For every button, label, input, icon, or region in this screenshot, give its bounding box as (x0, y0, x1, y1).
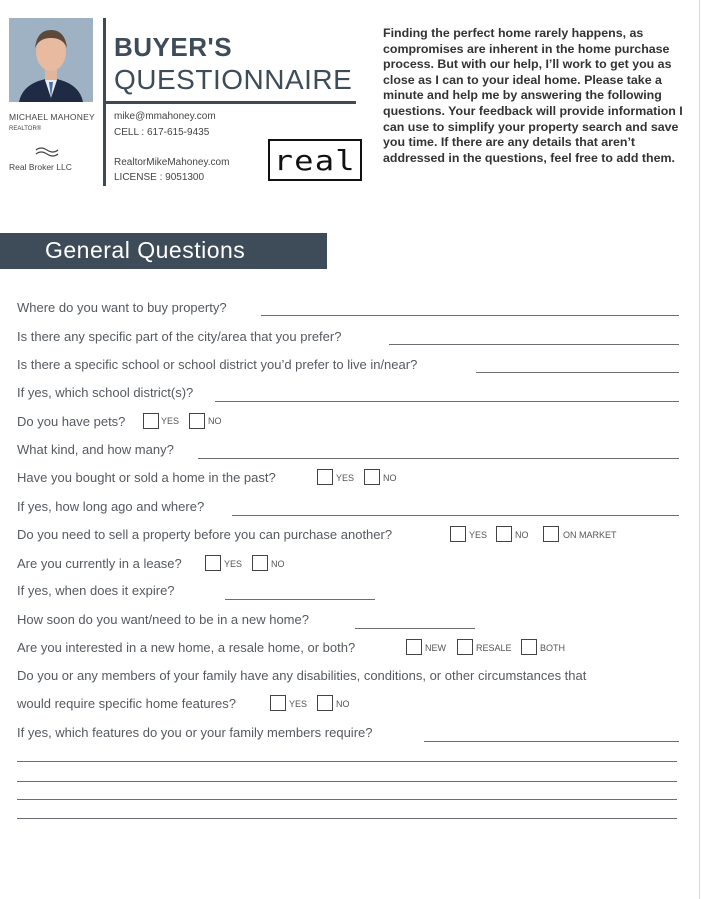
agent-role: REALTOR® (9, 126, 42, 132)
answer-line-area-preference[interactable] (389, 344, 679, 345)
brokerage-logo (268, 139, 362, 181)
disabilities-yes-label: YES (289, 699, 308, 709)
answer-line-lease-expire[interactable] (225, 599, 375, 600)
disabilities-no-checkbox[interactable] (317, 695, 333, 711)
home-type-new-label: NEW (425, 643, 446, 653)
question-lease: Are you currently in a lease? (17, 556, 182, 571)
brokerage-logo-text: real (273, 143, 357, 177)
home-type-both-checkbox[interactable] (521, 639, 537, 655)
answer-line-where-buy[interactable] (261, 315, 679, 316)
page-edge (699, 0, 700, 899)
answer-line-extra-1[interactable] (17, 761, 677, 762)
answer-line-extra-4[interactable] (17, 818, 677, 819)
sell-first-yes-checkbox[interactable] (450, 526, 466, 542)
question-pets: Do you have pets? (17, 414, 126, 429)
pets-no-label: NO (208, 416, 222, 426)
home-type-both-label: BOTH (540, 643, 566, 653)
question-bought-sold: Have you bought or sold a home in the past? (17, 470, 276, 485)
agent-photo (9, 18, 93, 102)
pets-no-checkbox[interactable] (189, 413, 205, 429)
lease-no-label: NO (271, 559, 285, 569)
broker-wave-icon (35, 146, 59, 158)
title-line-1: BUYER'S (114, 32, 233, 62)
agent-cell: CELL : 617-615-9435 (114, 127, 210, 138)
answer-line-extra-3[interactable] (17, 799, 677, 800)
agent-email[interactable]: mike@mmahoney.com (114, 111, 216, 122)
pets-yes-label: YES (161, 416, 180, 426)
sell-first-on-market-checkbox[interactable] (543, 526, 559, 542)
question-area-preference: Is there any specific part of the city/area that you prefer? (17, 329, 342, 344)
bought-sold-no-checkbox[interactable] (364, 469, 380, 485)
home-type-resale-checkbox[interactable] (457, 639, 473, 655)
header-horizontal-divider (106, 101, 356, 104)
question-required-features: If yes, which features do you or your family members require? (17, 725, 373, 740)
question-how-long-ago: If yes, how long ago and where? (17, 499, 205, 514)
answer-line-required-features[interactable] (424, 741, 679, 742)
section-title: General Questions (45, 237, 246, 263)
answer-line-extra-2[interactable] (17, 781, 677, 782)
broker-name: Real Broker LLC (9, 162, 72, 172)
lease-yes-checkbox[interactable] (205, 555, 221, 571)
home-type-resale-label: RESALE (476, 643, 512, 653)
question-disabilities-line-2: would require specific home features? (17, 696, 236, 711)
agent-license: LICENSE : 9051300 (114, 172, 205, 183)
intro-paragraph: Finding the perfect home rarely happens, as compromises are inherent in the home purchase process. But with our help, I’ll work to get you as close as I can to your ideal home. Please take a minute and help me by answering the following questions. Your feedback will provide information I can use to simplify your property search and save you time. If there are any details that aren’t addressed in the questions, feel free to add them. (383, 26, 683, 165)
question-home-type: Are you interested in a new home, a resale home, or both? (17, 640, 356, 655)
sell-first-no-checkbox[interactable] (496, 526, 512, 542)
sell-first-no-label: NO (515, 530, 529, 540)
question-school-districts: If yes, which school district(s)? (17, 385, 194, 400)
bought-sold-no-label: NO (383, 473, 397, 483)
lease-yes-label: YES (224, 559, 243, 569)
pets-yes-checkbox[interactable] (143, 413, 159, 429)
title-line-2: QUESTIONNAIRE (114, 64, 353, 95)
answer-line-how-long-ago[interactable] (232, 515, 679, 516)
home-type-new-checkbox[interactable] (406, 639, 422, 655)
answer-line-move-timing[interactable] (355, 628, 475, 629)
bought-sold-yes-checkbox[interactable] (317, 469, 333, 485)
sell-first-yes-label: YES (469, 530, 488, 540)
question-where-buy: Where do you want to buy property? (17, 300, 227, 315)
answer-line-school-districts[interactable] (215, 401, 679, 402)
answer-line-pet-kind[interactable] (198, 458, 679, 459)
question-move-timing: How soon do you want/need to be in a new home? (17, 612, 309, 627)
agent-name: MICHAEL MAHONEY (9, 112, 95, 122)
sell-first-on-market-label: ON MARKET (563, 530, 617, 540)
lease-no-checkbox[interactable] (252, 555, 268, 571)
disabilities-yes-checkbox[interactable] (270, 695, 286, 711)
bought-sold-yes-label: YES (336, 473, 355, 483)
disabilities-no-label: NO (336, 699, 350, 709)
question-sell-first: Do you need to sell a property before you can purchase another? (17, 527, 393, 542)
question-pet-kind: What kind, and how many? (17, 442, 174, 457)
question-lease-expire: If yes, when does it expire? (17, 583, 175, 598)
question-disabilities-line-1: Do you or any members of your family have any disabilities, conditions, or other circumstances that (17, 668, 587, 683)
question-school-preference: Is there a specific school or school district you’d prefer to live in/near? (17, 357, 418, 372)
answer-line-school-preference[interactable] (476, 372, 679, 373)
agent-website[interactable]: RealtorMikeMahoney.com (114, 157, 230, 168)
